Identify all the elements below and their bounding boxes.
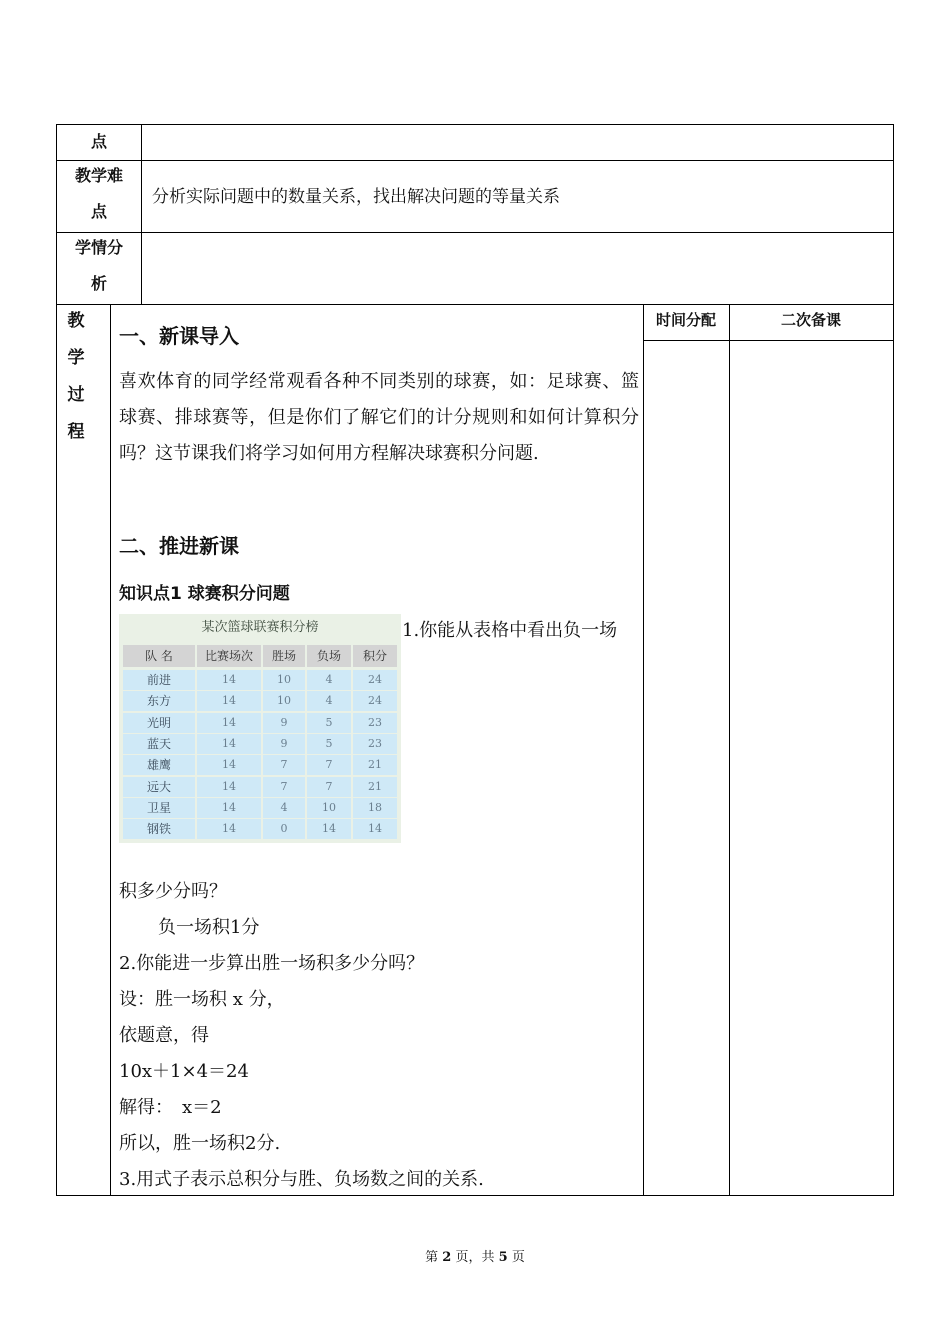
- page-footer: [0, 1246, 950, 1265]
- score-table-cell: 7: [263, 755, 305, 775]
- score-table-cell: 10: [307, 798, 351, 818]
- set-variable: 设：胜一场积 x 分，: [119, 989, 285, 1010]
- process-label-char-3: 过: [67, 385, 85, 405]
- score-table-cell: 远大: [123, 777, 195, 797]
- score-table-cell: 14: [197, 755, 261, 775]
- difficulty-label-line2: 点: [90, 202, 107, 221]
- process-label-char-1: 教: [67, 311, 85, 331]
- score-table-cell: 卫星: [123, 798, 195, 818]
- score-table-cell: 7: [307, 755, 351, 775]
- footer-prefix: 第: [425, 1250, 439, 1265]
- score-table-cell: 14: [353, 819, 397, 839]
- score-table-header: 胜场: [263, 645, 305, 667]
- footer-middle: 页，共: [455, 1250, 495, 1265]
- score-table-cell: 7: [263, 777, 305, 797]
- score-table-cell: 10: [263, 670, 305, 690]
- score-table-cell: 东方: [123, 691, 195, 711]
- knowledge-point-1: 知识点1 球赛积分问题: [119, 584, 290, 604]
- question-1-part1: 1.你能从表格中看出负一场: [402, 620, 618, 641]
- score-table-cell: 7: [307, 777, 351, 797]
- conclusion: 所以，胜一场积2分.: [119, 1133, 281, 1154]
- section-heading-new-lesson: 二、推进新课: [119, 534, 239, 558]
- second-preparation-header: 二次备课: [780, 311, 841, 329]
- score-table-cell: 14: [197, 713, 261, 733]
- score-table-cell: 4: [307, 670, 351, 690]
- score-table-cell: 14: [197, 819, 261, 839]
- score-table-cell: 21: [353, 777, 397, 797]
- analysis-label-line1: 学情分: [74, 238, 123, 257]
- key-point-label-tail: 点: [90, 132, 107, 151]
- score-table-cell: 蓝天: [123, 734, 195, 754]
- score-table-cell: 光明: [123, 713, 195, 733]
- time-allocation-header: 时间分配: [655, 311, 716, 329]
- score-table-cell: 14: [197, 670, 261, 690]
- question-3: 3.用式子表示总积分与胜、负场数之间的关系.: [119, 1169, 484, 1190]
- score-table-cell: 18: [353, 798, 397, 818]
- score-table-cell: 14: [197, 734, 261, 754]
- question-2: 2.你能进一步算出胜一场积多少分吗？: [119, 953, 425, 974]
- score-table-cell: 10: [263, 691, 305, 711]
- by-meaning: 依题意，得: [119, 1025, 209, 1046]
- footer-suffix: 页: [511, 1250, 525, 1265]
- score-table-header: 积分: [353, 645, 397, 667]
- difficulty-text: 分析实际问题中的数量关系，找出解决问题的等量关系: [152, 187, 560, 207]
- score-table-cell: 0: [263, 819, 305, 839]
- answer-1: 负一场积1分: [158, 917, 260, 938]
- score-table-header: 负场: [307, 645, 351, 667]
- score-table-cell: 5: [307, 713, 351, 733]
- score-table-cell: 4: [307, 691, 351, 711]
- score-table-cell: 钢铁: [123, 819, 195, 839]
- score-table-cell: 5: [307, 734, 351, 754]
- analysis-label-line2: 析: [90, 274, 107, 293]
- equation: 10x＋1×4＝24: [119, 1061, 249, 1082]
- score-table-cell: 23: [353, 734, 397, 754]
- section-heading-intro: 一、新课导入: [119, 324, 239, 348]
- footer-total-pages: 5: [498, 1250, 508, 1265]
- score-table-header: 队 名: [123, 645, 195, 667]
- score-table-cell: 前进: [123, 670, 195, 690]
- score-table-cell: 14: [197, 691, 261, 711]
- score-table-cell: 21: [353, 755, 397, 775]
- score-table-cell: 24: [353, 691, 397, 711]
- score-table-title: 某次篮球联赛积分榜: [201, 620, 319, 635]
- score-table-image: [119, 614, 401, 843]
- process-label-char-4: 程: [67, 422, 85, 442]
- question-1-part2: 积多少分吗？: [119, 881, 227, 902]
- score-table-cell: 14: [197, 798, 261, 818]
- score-table-cell: 雄鹰: [123, 755, 195, 775]
- solution: 解得： x＝2: [119, 1097, 222, 1118]
- score-table-cell: 4: [263, 798, 305, 818]
- score-table-cell: 9: [263, 713, 305, 733]
- intro-paragraph: 喜欢体育的同学经常观看各种不同类别的球赛，如：足球赛、篮球赛、排球赛等，但是你们了解它们的计分规则和如何计算积分吗？这节课我们将学习如何用方程解决球赛积分问题.: [119, 371, 639, 464]
- score-table-cell: 14: [197, 777, 261, 797]
- score-table-cell: 9: [263, 734, 305, 754]
- difficulty-label-line1: 教学难: [74, 166, 123, 185]
- score-table-cell: 24: [353, 670, 397, 690]
- score-table-cell: 14: [307, 819, 351, 839]
- score-table-cell: 23: [353, 713, 397, 733]
- process-label-char-2: 学: [67, 348, 85, 368]
- footer-page-number: 2: [442, 1250, 452, 1265]
- score-table-header: 比赛场次: [197, 645, 261, 667]
